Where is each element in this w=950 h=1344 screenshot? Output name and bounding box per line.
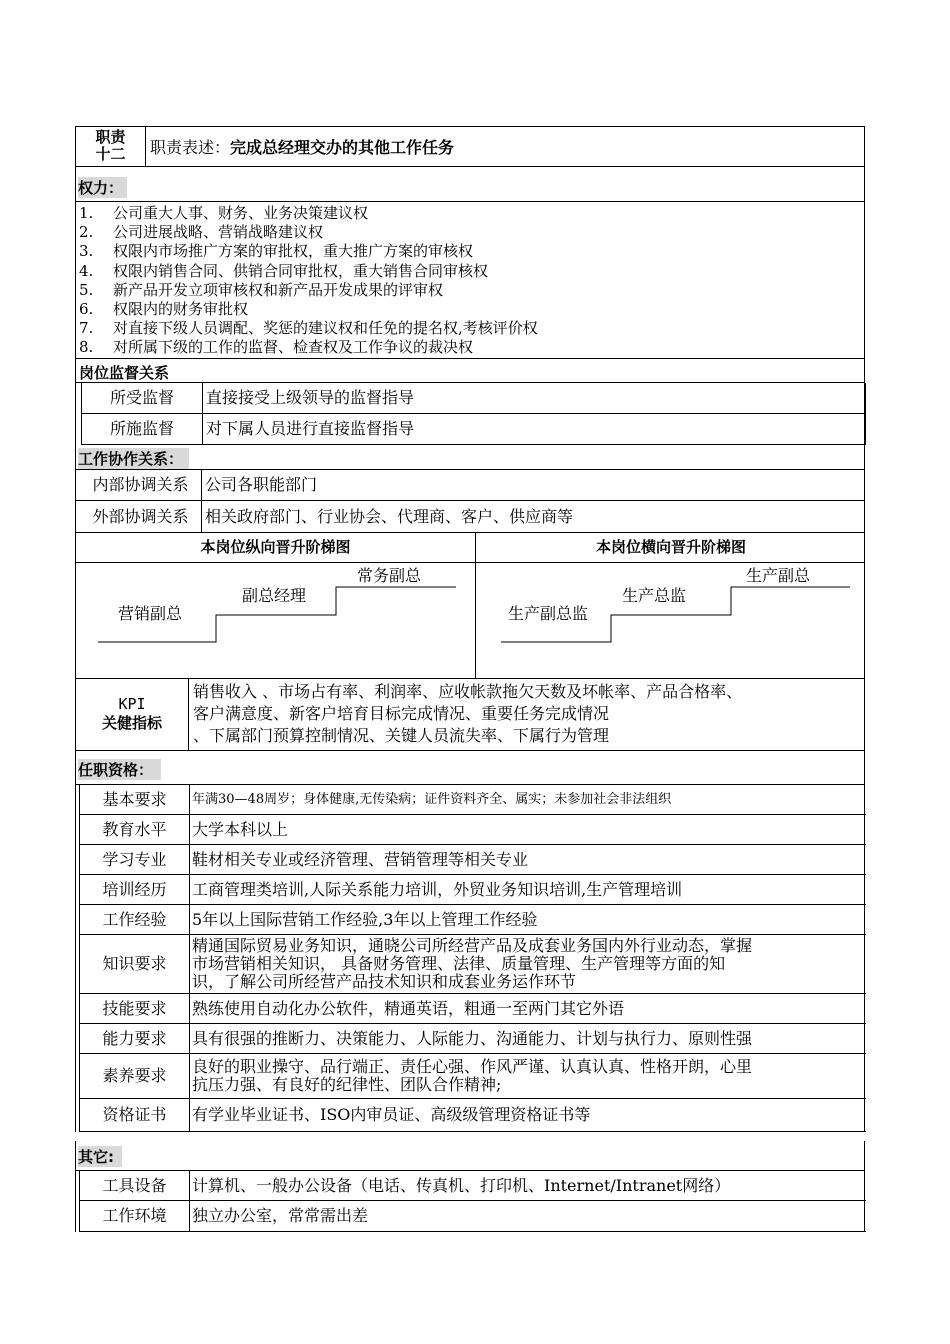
authority-item (79, 242, 473, 261)
value-line: 良好的职业操守、品行端正、责任心强、作风严谨、认真认真、性格开朗，心里 (192, 1057, 753, 1076)
qual-value: 鞋材相关专业或经济管理、营销管理等相关专业 (190, 845, 866, 875)
authority-item (79, 204, 368, 223)
authority-item-number: 6. (79, 300, 94, 318)
qual-row (75, 905, 865, 935)
ladder-header (75, 533, 865, 563)
qual-row (75, 845, 865, 875)
qual-value: 年满30—48周岁；身体健康,无传染病；证件资料齐全、属实；未参加社会非法组织 (190, 785, 866, 815)
authority-title: 权力： (78, 177, 127, 198)
other-row (75, 1171, 865, 1201)
authority-item-text: 新产品开发立项审核权和新产品开发成果的评审权 (113, 280, 444, 299)
vertical-step-3: 常务副总 (357, 566, 422, 585)
qual-value: 有学业毕业证书、ISO内审员证、高级级管理资格证书等 (190, 1099, 866, 1132)
qual-label: 知识要求 (79, 935, 190, 994)
kpi-line-2: 客户满意度、新客户培育目标完成情况、重要任务完成情况 (193, 704, 610, 723)
value-line: 精通国际贸易业务知识，通晓公司所经营产品及成套业务国内外行业动态，掌握 (192, 936, 753, 955)
authority-item-text: 权限内市场推广方案的审批权，重大推广方案的审核权 (113, 242, 474, 261)
cooperation-row-2 (75, 501, 865, 533)
authority-item-text: 公司重大人事、财务、业务决策建议权 (113, 204, 369, 222)
supervision-row-1 (75, 383, 865, 414)
qual-row (75, 1024, 865, 1054)
authority-item (79, 262, 488, 281)
supervision-label-1: 所受监督 (81, 383, 203, 414)
cooperation-header (75, 445, 865, 470)
duty-label (76, 127, 146, 166)
other-label: 工具设备 (79, 1171, 190, 1201)
qualification-title: 任职资格： (78, 759, 161, 780)
qual-label: 学习专业 (79, 845, 190, 875)
qual-row (75, 935, 865, 994)
ladder-horizontal-title: 本岗位横向晋升阶梯图 (595, 538, 746, 556)
authority-item-number: 1. (79, 204, 94, 222)
supervision-value-2: 对下属人员进行直接监督指导 (203, 414, 866, 445)
qual-row (75, 815, 865, 845)
qual-row (75, 994, 865, 1024)
qual-label: 技能要求 (79, 994, 190, 1024)
supervision-row-2 (75, 414, 865, 445)
vertical-step-2: 副总经理 (242, 586, 307, 605)
authority-header (75, 167, 865, 202)
qual-value (190, 935, 866, 994)
qual-row (75, 1099, 865, 1132)
kpi-row (75, 679, 865, 751)
authority-item-number: 4. (79, 261, 94, 280)
horizontal-step-1: 生产副总监 (508, 604, 589, 623)
cooperation-value-1: 公司各职能部门 (202, 470, 865, 501)
authority-item-text: 权限内销售合同、供销合同审批权，重大销售合同审核权 (113, 261, 489, 280)
supervision-value-1: 直接接受上级领导的监督指导 (203, 383, 866, 414)
authority-item-text: 对直接下级人员调配、奖惩的建议权和任免的提名权,考核评价权 (113, 319, 538, 338)
qual-value (190, 1054, 866, 1099)
kpi-label (76, 679, 189, 750)
authority-item-text: 权限内的财务审批权 (113, 300, 249, 318)
authority-item-number: 5. (79, 280, 94, 299)
duty-desc-prefix: 职责表述： (150, 138, 231, 157)
kpi-line-1: 销售收入 、市场占有率、利润率、应收帐款拖欠天数及坏帐率、产品合格率、 (193, 682, 743, 701)
qual-label: 基本要求 (79, 785, 190, 815)
supervision-label-2: 所施监督 (81, 414, 203, 445)
vertical-step-1: 营销副总 (118, 604, 183, 623)
cooperation-title: 工作协作关系： (78, 448, 189, 469)
kpi-label-line1: KPI (118, 695, 146, 713)
qual-row (75, 875, 865, 905)
supervision-header (75, 358, 865, 383)
qual-value: 工商管理类培训,人际关系能力培训，外贸业务知识培训,生产管理培训 (190, 875, 866, 905)
value-line: 抗压力强、有良好的纪律性、团队合作精神; (192, 1075, 502, 1094)
value-line: 识，了解公司所经营产品技术知识和成套业务运作环节 (192, 972, 577, 991)
authority-item-number: 3. (79, 242, 94, 261)
qual-value: 大学本科以上 (190, 815, 866, 845)
authority-item (79, 319, 538, 338)
qual-label: 教育水平 (79, 815, 190, 845)
horizontal-step-2: 生产总监 (622, 586, 687, 605)
qual-value: 5年以上国际营销工作经验,3年以上管理工作经验 (190, 905, 866, 935)
duty-description (150, 127, 454, 166)
qual-row (75, 785, 865, 815)
qual-label: 资格证书 (79, 1099, 190, 1132)
cooperation-label-2: 外部协调关系 (76, 501, 202, 533)
other-value: 计算机、一般办公设备（电话、传真机、打印机、Internet/Intranet网络） (190, 1171, 866, 1201)
authority-item (79, 223, 323, 242)
duty-label-line1: 职责 (95, 128, 126, 146)
qual-row (75, 1054, 865, 1099)
duty-desc-text: 完成总经理交办的其他工作任务 (230, 138, 455, 157)
qual-value: 具有很强的推断力、决策能力、人际能力、沟通能力、计划与执行力、原则性强 (190, 1024, 866, 1054)
other-header (75, 1141, 865, 1171)
ladder-body (75, 563, 865, 679)
authority-item-number: 2. (79, 223, 94, 242)
authority-item (79, 338, 473, 357)
cooperation-label-1: 内部协调关系 (76, 470, 202, 501)
other-label: 工作环境 (79, 1201, 190, 1232)
value-line: 市场营销相关知识， 具备财务管理、法律、质量管理、生产管理等方面的知 (192, 954, 726, 973)
horizontal-step-3: 生产副总 (746, 566, 811, 585)
authority-item-text: 对所属下级的工作的监督、检查权及工作争议的裁决权 (113, 338, 474, 357)
cooperation-row-1 (75, 470, 865, 501)
qual-label: 培训经历 (79, 875, 190, 905)
authority-item-text: 公司进展战略、营销战略建议权 (113, 223, 324, 242)
qual-label: 工作经验 (79, 905, 190, 935)
kpi-line-3: 、下属部门预算控制情况、关键人员流失率、下属行为管理 (193, 726, 610, 745)
authority-item-number: 7. (79, 319, 94, 338)
qual-label: 能力要求 (79, 1024, 190, 1054)
authority-item (79, 300, 248, 319)
qualification-header (75, 751, 865, 785)
cooperation-value-2: 相关政府部门、行业协会、代理商、客户、供应商等 (202, 501, 865, 533)
duty-row (75, 126, 865, 167)
other-row (75, 1201, 865, 1232)
other-value: 独立办公室，常常需出差 (190, 1201, 866, 1232)
supervision-title: 岗位监督关系 (79, 364, 170, 382)
ladder-vertical-title: 本岗位纵向晋升阶梯图 (76, 533, 476, 562)
qual-value: 熟练使用自动化办公软件，精通英语，粗通一至两门其它外语 (190, 994, 866, 1024)
kpi-label-line2: 关健指标 (101, 714, 162, 732)
authority-item-number: 8. (79, 338, 94, 357)
qual-label: 素养要求 (79, 1054, 190, 1099)
other-title: 其它: (78, 1146, 122, 1167)
kpi-values (193, 681, 742, 747)
duty-label-line2: 十二 (95, 145, 126, 163)
authority-item (79, 281, 443, 300)
